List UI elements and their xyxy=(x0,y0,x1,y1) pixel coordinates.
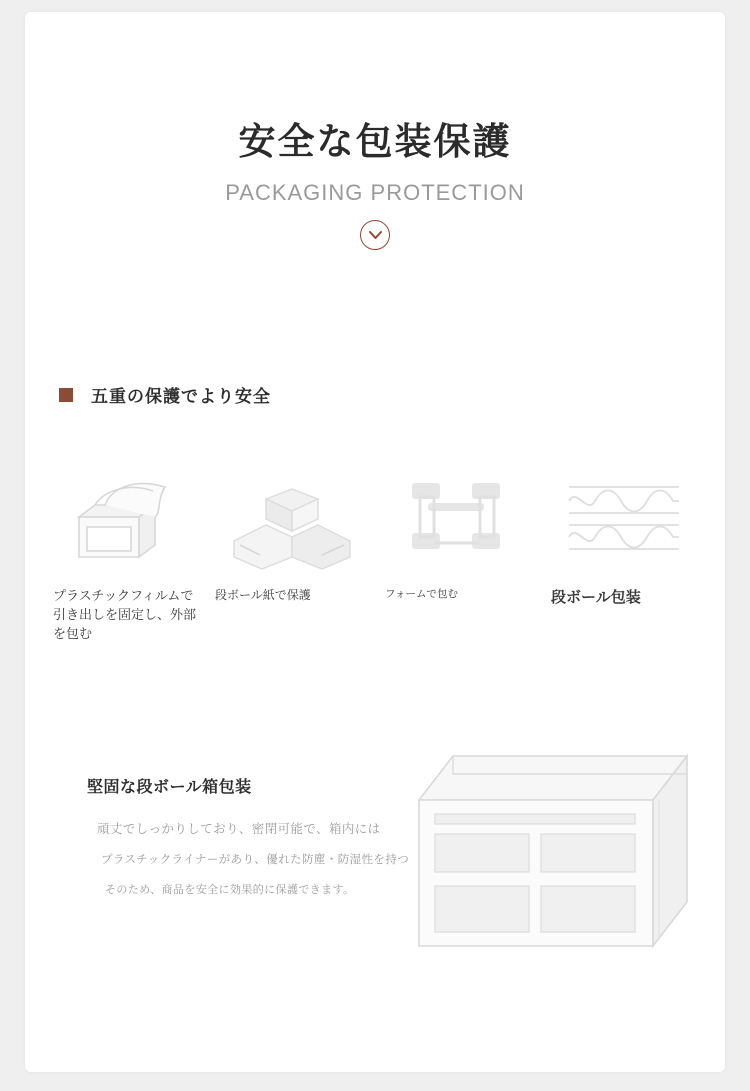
protection-step-caption: フォームで包む xyxy=(385,588,458,601)
page-subtitle: PACKAGING PROTECTION xyxy=(225,180,525,206)
box-packaging-line: そのため、商品を安全に効果的に保護できます。 xyxy=(105,883,355,896)
page-title: 安全な包装保護 xyxy=(238,121,512,162)
box-packaging-line: プラスチックライナーがあり、優れた防塵・防湿性を持つ xyxy=(101,853,410,866)
protection-step xyxy=(43,469,209,644)
protection-step xyxy=(375,469,541,644)
protection-step-caption: プラスチックフィルムで引き出しを固定し、外部を包む xyxy=(53,588,197,642)
box-packaging-block xyxy=(25,740,725,970)
protection-step xyxy=(209,469,375,644)
chevron-down-circle-icon xyxy=(360,220,390,250)
protection-step-caption: 段ボール包装 xyxy=(551,589,641,607)
protection-steps-row xyxy=(25,469,725,644)
section-heading xyxy=(25,382,725,407)
box-packaging-text xyxy=(87,774,437,911)
square-marker-icon xyxy=(59,388,73,402)
foam-frame-icon xyxy=(398,469,518,573)
cardboard-box-icon xyxy=(401,740,701,965)
protection-step-caption: 段ボール紙で保護 xyxy=(215,588,311,603)
box-packaging-line: 頑丈でしっかりしており、密閉可能で、箱内には xyxy=(97,821,381,836)
box-packaging-lines xyxy=(87,819,437,897)
page-header xyxy=(25,12,725,250)
product-detail-page xyxy=(25,12,725,1072)
plastic-film-wrapped-drawer-icon xyxy=(61,469,191,573)
chevron-wrap xyxy=(25,220,725,250)
corrugated-layers-icon xyxy=(559,469,689,573)
box-packaging-title: 堅固な段ボール箱包装 xyxy=(87,778,252,796)
corrugated-corner-protector-icon xyxy=(222,469,362,573)
section-title: 五重の保護でより安全 xyxy=(91,387,271,407)
protection-step xyxy=(541,469,707,644)
